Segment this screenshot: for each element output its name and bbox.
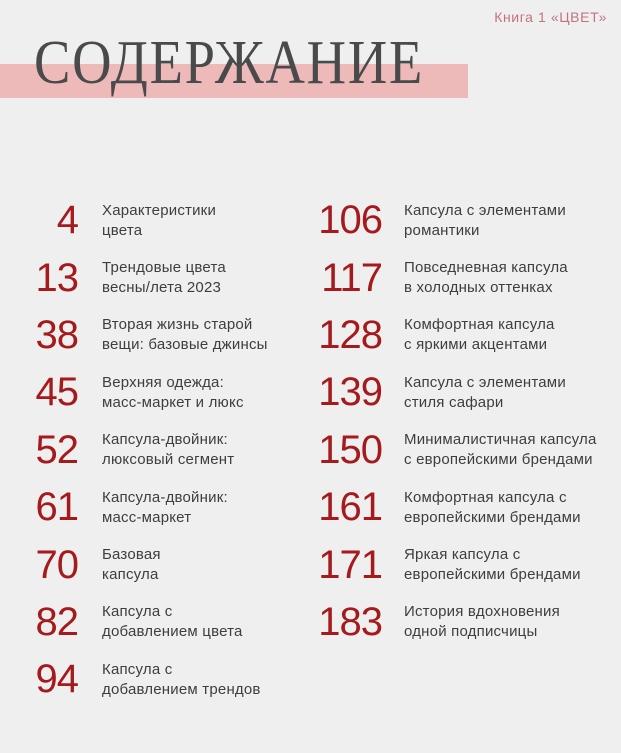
toc-entry[interactable] — [0, 192, 298, 249]
toc-entry[interactable] — [0, 536, 298, 593]
toc-entry-line: вещи: базовые джинсы — [102, 336, 268, 354]
page-title: СОДЕРЖАНИЕ — [34, 29, 425, 97]
toc-page-number: 139 — [318, 370, 382, 415]
toc-entry-line: Базовая — [102, 546, 161, 564]
toc-entry-line: Вторая жизнь старой — [102, 316, 253, 334]
toc-entry-line: европейскими брендами — [404, 508, 581, 526]
toc-entry[interactable] — [0, 479, 298, 536]
toc-page-number: 183 — [318, 599, 382, 644]
toc-entry-line: Капсула с — [102, 603, 173, 621]
toc-entry[interactable] — [0, 651, 298, 708]
toc-entry-line: Верхняя одежда: — [102, 373, 224, 391]
toc-entry-line: Яркая капсула с — [404, 546, 521, 564]
toc-entry-title — [404, 545, 581, 585]
toc-entry-line: в холодных оттенках — [404, 279, 553, 297]
toc-entry-title — [102, 201, 216, 241]
toc-entry[interactable] — [0, 307, 298, 364]
toc-entry-line: Минималистичная капсула — [404, 431, 597, 449]
toc-entry[interactable] — [0, 364, 298, 421]
toc-entry[interactable] — [0, 422, 298, 479]
toc-entry-line: романтики — [404, 221, 480, 239]
toc-entry-line: добавлением цвета — [102, 623, 243, 641]
toc-page-number: 117 — [321, 255, 382, 300]
toc-page-number: 70 — [35, 542, 78, 587]
table-of-contents — [0, 192, 621, 709]
toc-entry-line: Капсула с элементами — [404, 373, 566, 391]
toc-entry[interactable] — [298, 536, 621, 593]
toc-entry-line: добавлением трендов — [102, 680, 261, 698]
toc-entry-title — [102, 373, 244, 413]
toc-entry[interactable] — [298, 307, 621, 364]
toc-entry-line: весны/лета 2023 — [102, 279, 222, 297]
toc-entry-title — [102, 660, 261, 700]
toc-entry[interactable] — [0, 249, 298, 306]
toc-page-number: 171 — [318, 542, 382, 587]
toc-entry-line: масс-маркет — [102, 508, 192, 526]
toc-entry-line: Комфортная капсула — [404, 316, 555, 334]
toc-entry[interactable] — [298, 422, 621, 479]
toc-entry-line: стиля сафари — [404, 393, 504, 411]
toc-page-number: 4 — [56, 198, 78, 243]
toc-entry-title — [404, 488, 581, 528]
toc-page-number: 38 — [35, 312, 78, 357]
toc-entry-title — [404, 201, 566, 241]
toc-page-number: 161 — [318, 485, 382, 530]
toc-entry-title — [404, 373, 566, 413]
toc-entry-line: капсула — [102, 566, 159, 584]
toc-page-number: 13 — [35, 255, 78, 300]
toc-page-number: 128 — [318, 312, 382, 357]
toc-entry-title — [102, 545, 161, 585]
toc-page-number: 61 — [35, 485, 78, 530]
toc-entry-line: с европейскими брендами — [404, 451, 593, 469]
toc-entry-title — [102, 430, 234, 470]
toc-entry-title — [404, 602, 560, 642]
toc-column-right — [298, 192, 621, 709]
toc-entry-title — [404, 258, 568, 298]
toc-entry[interactable] — [298, 192, 621, 249]
toc-entry-title — [404, 430, 597, 470]
toc-entry-line: с яркими акцентами — [404, 336, 548, 354]
toc-entry-line: европейскими брендами — [404, 566, 581, 584]
toc-entry-line: люксовый сегмент — [102, 451, 235, 469]
toc-entry-line: Характеристики — [102, 201, 217, 219]
toc-entry-line: Капсула-двойник: — [102, 488, 228, 506]
toc-entry-line: одной подписчицы — [404, 623, 538, 641]
toc-entry[interactable] — [298, 479, 621, 536]
toc-entry-title — [102, 258, 226, 298]
toc-entry-title — [102, 315, 268, 355]
toc-page-number: 45 — [35, 370, 78, 415]
toc-entry-line: Капсула с — [102, 660, 173, 678]
toc-entry-line: цвета — [102, 221, 143, 239]
toc-page-number: 52 — [35, 427, 78, 472]
toc-page-number: 82 — [35, 599, 78, 644]
toc-entry-line: История вдохновения — [404, 603, 560, 621]
toc-entry[interactable] — [298, 364, 621, 421]
toc-entry-title — [404, 315, 555, 355]
toc-entry-line: Комфортная капсула с — [404, 488, 567, 506]
toc-entry[interactable] — [298, 249, 621, 306]
toc-entry-line: Повседневная капсула — [404, 259, 568, 277]
toc-entry[interactable] — [298, 594, 621, 651]
toc-entry-title — [102, 488, 228, 528]
toc-page-number: 150 — [318, 427, 382, 472]
toc-entry[interactable] — [0, 594, 298, 651]
book-label: Книга 1 «ЦВЕТ» — [494, 9, 607, 25]
toc-entry-line: Трендовые цвета — [102, 259, 226, 277]
toc-page-number: 106 — [318, 198, 382, 243]
toc-entry-title — [102, 602, 243, 642]
toc-entry-line: Капсула-двойник: — [102, 431, 228, 449]
toc-entry-line: Капсула с элементами — [404, 201, 566, 219]
toc-entry-line: масс-маркет и люкс — [102, 393, 244, 411]
toc-page-number: 94 — [35, 657, 78, 702]
toc-column-left — [0, 192, 298, 709]
